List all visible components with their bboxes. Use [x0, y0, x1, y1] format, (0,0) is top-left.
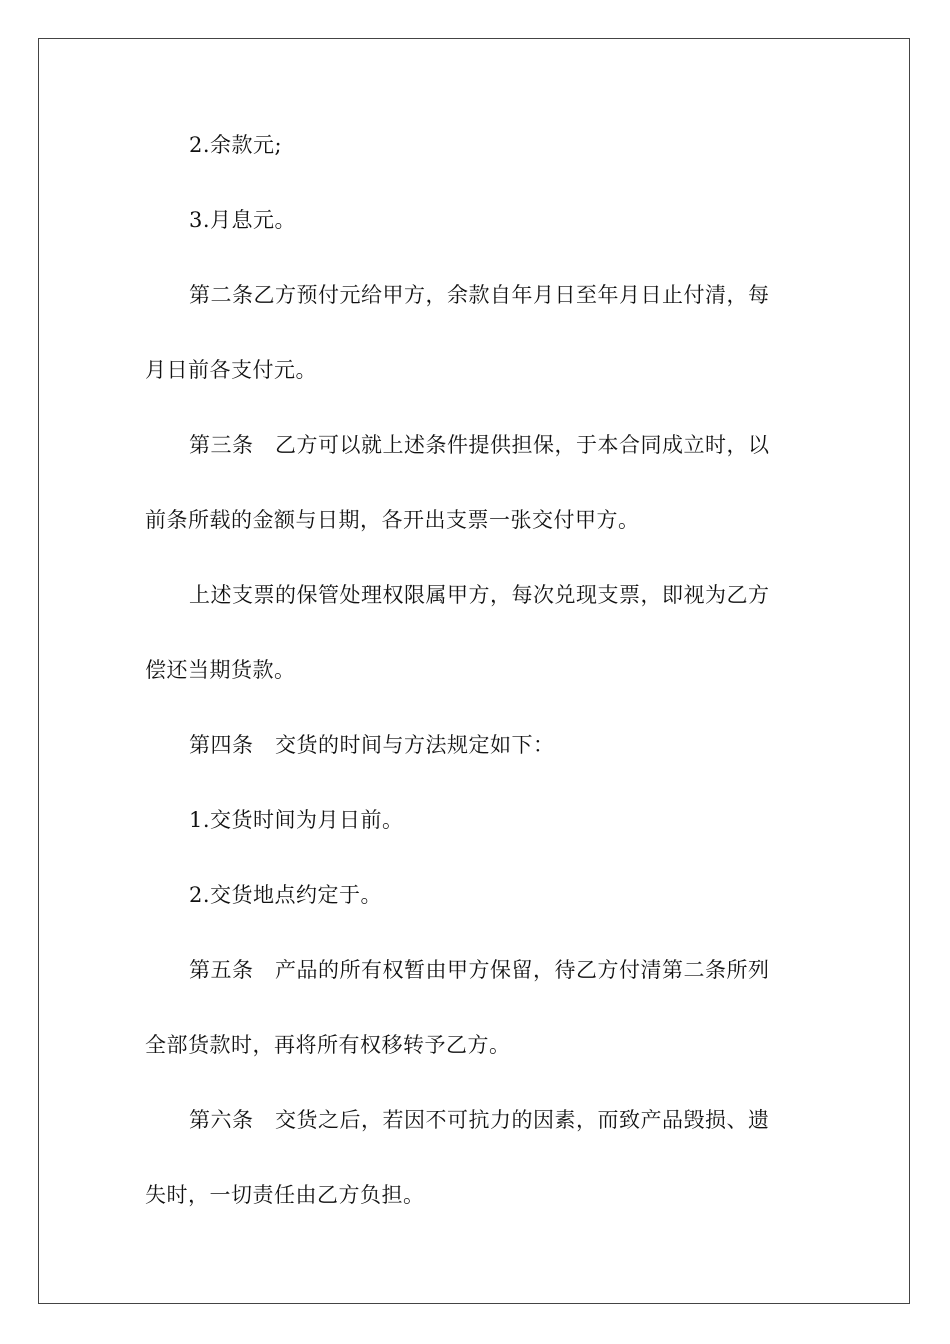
- text-line: 上述支票的保管处理权限属甲方，每次兑现支票，即视为乙方: [189, 583, 770, 607]
- text-line: 第六条 交货之后，若因不可抗力的因素，而致产品毁损、遗: [189, 1108, 770, 1132]
- text-line: 第三条 乙方可以就上述条件提供担保，于本合同成立时，以: [189, 433, 770, 457]
- text-line: 月日前各支付元。: [145, 358, 317, 382]
- text-line: 第五条 产品的所有权暂由甲方保留，待乙方付清第二条所列: [189, 958, 770, 982]
- document-body: [145, 127, 805, 1252]
- text-line: 2.交货地点约定于。: [189, 883, 383, 907]
- text-line: 前条所载的金额与日期，各开出支票一张交付甲方。: [145, 508, 640, 532]
- text-line: 3.月息元。: [189, 208, 297, 232]
- text-line: 偿还当期货款。: [145, 658, 296, 682]
- text-line: 失时，一切责任由乙方负担。: [145, 1183, 425, 1207]
- text-line: 1.交货时间为月日前。: [189, 808, 404, 832]
- text-line: 2.余款元;: [189, 133, 283, 157]
- text-line: 第四条 交货的时间与方法规定如下：: [189, 733, 555, 757]
- text-line: 第二条乙方预付元给甲方，余款自年月日至年月日止付清，每: [189, 283, 770, 307]
- text-line: 全部货款时，再将所有权移转予乙方。: [145, 1033, 511, 1057]
